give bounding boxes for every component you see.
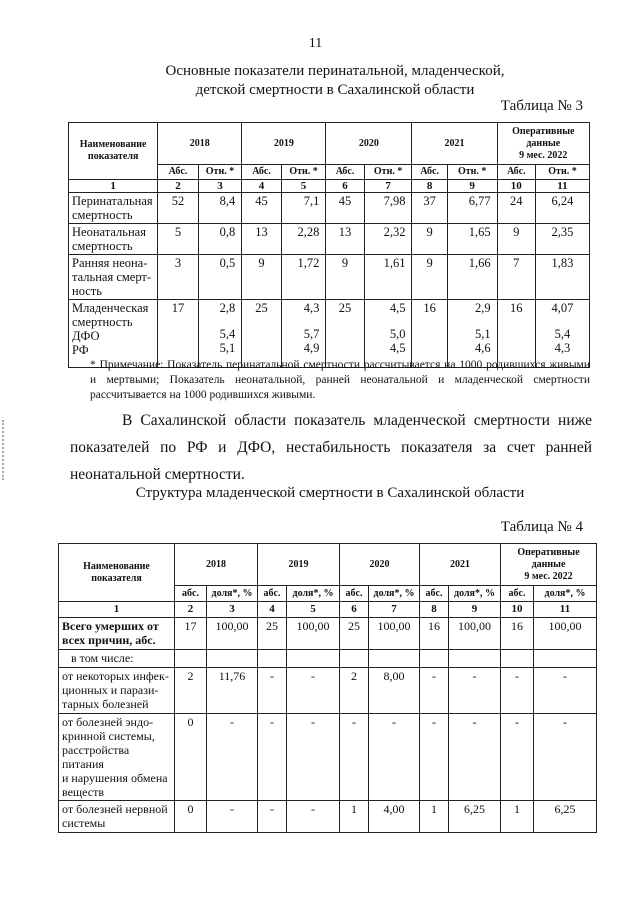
- t4-row-name-line: от некоторых инфек-: [62, 669, 169, 683]
- table-row: [59, 668, 597, 714]
- t4-sub-abs: абс.: [420, 586, 449, 602]
- t4-sub-share: доля*, %: [534, 586, 597, 602]
- t4-cell: 6,25: [449, 801, 501, 833]
- t4-row-name-line: системы: [62, 816, 106, 830]
- t3-rf-value: 4,5: [389, 341, 406, 355]
- t4-cell: -: [501, 714, 534, 801]
- t3-cell: 1,61: [364, 255, 412, 300]
- t3-sub-abs: Абс.: [412, 165, 447, 180]
- t4-header-year: 2019: [258, 544, 340, 586]
- t3-cell: 1,83: [535, 255, 589, 300]
- table-row: [59, 801, 597, 833]
- page-number: 11: [308, 36, 323, 51]
- section-subtitle: Структура младенческой смертности в Сахалинской области: [135, 485, 525, 501]
- t3-cell: 13: [326, 224, 364, 255]
- t4-row-name: [59, 668, 175, 714]
- t4-cell: 16: [501, 618, 534, 650]
- t4-cell: -: [340, 714, 369, 801]
- t4-sub-abs: абс.: [258, 586, 287, 602]
- body-paragraph: [70, 407, 592, 488]
- table-row: [59, 618, 597, 650]
- t4-cell: 100,00: [287, 618, 340, 650]
- t3-row-name-line: Неонатальная: [72, 225, 146, 239]
- t3-cell: 0,8: [198, 224, 242, 255]
- scan-margin-marks: [2, 420, 8, 480]
- t4-row-name-line: от болезней нервной: [62, 802, 168, 816]
- t3-row-name: [69, 193, 158, 224]
- t4-cell: -: [207, 714, 258, 801]
- t4-cell: 100,00: [207, 618, 258, 650]
- t4-sub-abs: абс.: [175, 586, 207, 602]
- t3-header-operative: [497, 123, 589, 165]
- t4-cell: 17: [175, 618, 207, 650]
- t3-oper-line3: 9 мес. 2022: [519, 149, 568, 161]
- t4-cell: -: [534, 714, 597, 801]
- t3-sub-abs: Абс.: [497, 165, 535, 180]
- t3-dfo-value: 5,0: [389, 327, 406, 341]
- t4-cell: 0: [175, 714, 207, 801]
- t3-dfo-value: 5,7: [303, 327, 320, 341]
- t4-cell: 25: [258, 618, 287, 650]
- t4-index-cell: 8: [420, 602, 449, 618]
- t3-rf-value: 4,3: [554, 341, 571, 355]
- t4-row-name: [59, 801, 175, 833]
- t4-sub-share: доля*, %: [449, 586, 501, 602]
- t4-row-name: [59, 618, 175, 650]
- t3-index-cell: 10: [497, 180, 535, 193]
- t3-cell: 6,77: [447, 193, 497, 224]
- t4-cell: 100,00: [369, 618, 420, 650]
- t4-row-name-line: ционных и парази-: [62, 683, 159, 697]
- t4-cell: 0: [175, 801, 207, 833]
- t4-header-name: Наименование показателя: [59, 544, 175, 602]
- t3-header-year: 2019: [242, 123, 326, 165]
- t3-value: 2,8: [219, 301, 236, 315]
- t4-cell: -: [258, 714, 287, 801]
- t3-row-name-line: смертность: [72, 208, 133, 222]
- t4-cell: [501, 650, 534, 668]
- t4-row-name-line: расстройства питания: [62, 743, 130, 771]
- t4-cell: [207, 650, 258, 668]
- t3-sub-label: ДФО: [72, 329, 100, 343]
- t3-cell: 7: [497, 255, 535, 300]
- t4-cell: 1: [501, 801, 534, 833]
- t3-oper-line1: Оперативные: [512, 125, 575, 137]
- t4-cell: 100,00: [534, 618, 597, 650]
- t4-cell: -: [420, 714, 449, 801]
- t3-sub-otn: Отн. *: [364, 165, 412, 180]
- t4-cell: -: [258, 668, 287, 714]
- t3-index-cell: 11: [535, 180, 589, 193]
- t4-cell: [534, 650, 597, 668]
- t4-row-name-line: всех причин, абс.: [62, 633, 156, 647]
- t4-header-operative: [501, 544, 597, 586]
- t3-cell: 1,65: [447, 224, 497, 255]
- t4-row-name: [59, 650, 175, 668]
- t4-index-cell: 4: [258, 602, 287, 618]
- t4-cell: -: [287, 714, 340, 801]
- t3-cell: 45: [242, 193, 281, 224]
- t3-index-row: [69, 180, 590, 193]
- t4-cell: [340, 650, 369, 668]
- t3-cell: 9: [412, 255, 447, 300]
- t3-cell: 9: [242, 255, 281, 300]
- t3-cell: 13: [242, 224, 281, 255]
- t4-cell: -: [287, 668, 340, 714]
- t3-cell: 37: [412, 193, 447, 224]
- t3-cell: 25: [242, 300, 281, 368]
- t3-index-cell: 2: [158, 180, 198, 193]
- t4-index-cell: 9: [449, 602, 501, 618]
- t3-value: 4,3: [303, 301, 320, 315]
- t3-sub-abs: Абс.: [158, 165, 198, 180]
- t4-cell: [420, 650, 449, 668]
- body-paragraph-text: В Сахалинской области показатель младенческой смертности ниже показателей по РФ и ДФО, нестабильность показателя за счет ранней неонатальной смертности.: [70, 412, 592, 483]
- t4-row-name-line: Всего умерших от: [62, 619, 159, 633]
- t3-index-cell: 5: [281, 180, 326, 193]
- t4-index-cell: 3: [207, 602, 258, 618]
- t3-cell: 1,72: [281, 255, 326, 300]
- t3-row-name-line: тальная смерт-: [72, 270, 152, 284]
- t3-rf-value: 4,6: [474, 341, 491, 355]
- t3-cell: 24: [497, 193, 535, 224]
- t4-cell: 11,76: [207, 668, 258, 714]
- t3-value: 2,9: [474, 301, 491, 315]
- t4-cell: 100,00: [449, 618, 501, 650]
- t3-row-name-line: Перинатальная: [72, 194, 153, 208]
- t3-cell: 9: [497, 224, 535, 255]
- t4-oper-line2: данные: [531, 558, 566, 570]
- table-row: [69, 193, 590, 224]
- t4-cell: 1: [340, 801, 369, 833]
- t4-oper-line3: 9 мес. 2022: [524, 570, 573, 582]
- t4-cell: -: [449, 668, 501, 714]
- t3-row-name: [69, 224, 158, 255]
- t4-cell: [258, 650, 287, 668]
- t3-row-name-line: ность: [72, 284, 102, 298]
- t3-cell: 0,5: [198, 255, 242, 300]
- t3-index-cell: 1: [69, 180, 158, 193]
- t4-cell: 8,00: [369, 668, 420, 714]
- t3-sub-otn: Отн. *: [447, 165, 497, 180]
- t3-cell: 2,32: [364, 224, 412, 255]
- t4-header-year: 2018: [175, 544, 258, 586]
- t4-cell: 1: [420, 801, 449, 833]
- t3-cell: 1,66: [447, 255, 497, 300]
- t4-cell: [449, 650, 501, 668]
- t4-row-name-line: веществ: [62, 785, 105, 799]
- t3-cell: 8,4: [198, 193, 242, 224]
- t3-value: 4,07: [551, 301, 574, 315]
- t4-row-name: [59, 714, 175, 801]
- t3-cell: 3: [158, 255, 198, 300]
- t3-row-name-line: смертность: [72, 315, 133, 329]
- table-row: [59, 650, 597, 668]
- t4-cell: 6,25: [534, 801, 597, 833]
- t3-header-year: 2018: [158, 123, 242, 165]
- t3-sub-abs: Абс.: [242, 165, 281, 180]
- t4-oper-line1: Оперативные: [517, 546, 580, 558]
- t3-cell: 7,98: [364, 193, 412, 224]
- t4-cell: -: [534, 668, 597, 714]
- t4-row-name-line: от болезней эндо-: [62, 715, 154, 729]
- t3-row-name-line: Младенческая: [72, 301, 149, 315]
- table-row: [59, 714, 597, 801]
- t4-cell: -: [420, 668, 449, 714]
- page-title-line1: Основные показатели перинатальной, младенческой,: [165, 63, 505, 79]
- t4-index-cell: 7: [369, 602, 420, 618]
- t3-cell: 17: [158, 300, 198, 368]
- t4-row-name-line: в том числе:: [71, 651, 134, 665]
- t3-cell: 7,1: [281, 193, 326, 224]
- mortality-indicators-table: [68, 122, 590, 368]
- infant-mortality-structure-table: [58, 543, 597, 833]
- t3-sub-label: РФ: [72, 343, 89, 357]
- page-title: [100, 62, 570, 100]
- t4-row-name-line: тарных болезней: [62, 697, 149, 711]
- t4-cell: 16: [420, 618, 449, 650]
- table4-label: Таблица № 4: [500, 519, 583, 535]
- t4-row-name-line: кринной системы,: [62, 729, 155, 743]
- t4-sub-share: доля*, %: [287, 586, 340, 602]
- t4-cell: [175, 650, 207, 668]
- t3-index-cell: 8: [412, 180, 447, 193]
- t3-cell: 6,24: [535, 193, 589, 224]
- t4-cell: -: [258, 801, 287, 833]
- t4-cell: -: [449, 714, 501, 801]
- t4-cell: 2: [175, 668, 207, 714]
- t4-cell: -: [501, 668, 534, 714]
- t3-header-name: Наименование показателя: [69, 123, 158, 180]
- t3-row-name-line: смертность: [72, 239, 133, 253]
- t4-cell: -: [369, 714, 420, 801]
- t3-dfo-value: 5,4: [219, 327, 236, 341]
- t4-index-cell: 11: [534, 602, 597, 618]
- t3-index-cell: 7: [364, 180, 412, 193]
- t3-header-year: 2020: [326, 123, 412, 165]
- t3-cell: 52: [158, 193, 198, 224]
- t4-cell: 25: [340, 618, 369, 650]
- t4-cell: 2: [340, 668, 369, 714]
- t3-sub-otn: Отн. *: [535, 165, 589, 180]
- t4-cell: 4,00: [369, 801, 420, 833]
- t3-cell: 9: [412, 224, 447, 255]
- t4-index-cell: 1: [59, 602, 175, 618]
- t3-cell: 25: [326, 300, 364, 368]
- t3-sub-otn: Отн. *: [281, 165, 326, 180]
- t3-sub-otn: Отн. *: [198, 165, 242, 180]
- t3-cell: 2,28: [281, 224, 326, 255]
- t3-index-cell: 4: [242, 180, 281, 193]
- t3-cell: 16: [497, 300, 535, 368]
- t3-sub-abs: Абс.: [326, 165, 364, 180]
- t3-dfo-value: 5,4: [554, 327, 571, 341]
- page-title-line2: детской смертности в Сахалинской области: [195, 82, 475, 98]
- t3-index-cell: 9: [447, 180, 497, 193]
- table-row: [69, 255, 590, 300]
- t4-cell: [287, 650, 340, 668]
- t4-sub-abs: абс.: [501, 586, 534, 602]
- t3-cell: 9: [326, 255, 364, 300]
- t3-dfo-value: 5,1: [474, 327, 491, 341]
- t4-cell: -: [287, 801, 340, 833]
- t4-cell: -: [207, 801, 258, 833]
- t3-row-name: [69, 255, 158, 300]
- t3-index-cell: 6: [326, 180, 364, 193]
- t4-cell: [369, 650, 420, 668]
- t3-cell: 5: [158, 224, 198, 255]
- t4-row-name-line: и нарушения обмена: [62, 771, 168, 785]
- t3-value: 4,5: [389, 301, 406, 315]
- t3-cell: 16: [412, 300, 447, 368]
- t4-index-cell: 2: [175, 602, 207, 618]
- t3-rf-value: 5,1: [219, 341, 236, 355]
- t4-index-cell: 6: [340, 602, 369, 618]
- t4-index-row: [59, 602, 597, 618]
- t4-sub-share: доля*, %: [369, 586, 420, 602]
- t3-header-year: 2021: [412, 123, 497, 165]
- t3-row-name-line: Ранняя неона-: [72, 256, 148, 270]
- t3-oper-line2: данные: [526, 137, 561, 149]
- table3-label: Таблица № 3: [500, 98, 583, 114]
- t4-header-year: 2021: [420, 544, 501, 586]
- t4-sub-abs: абс.: [340, 586, 369, 602]
- t4-sub-share: доля*, %: [207, 586, 258, 602]
- t4-index-cell: 5: [287, 602, 340, 618]
- t4-index-cell: 10: [501, 602, 534, 618]
- t3-cell: 45: [326, 193, 364, 224]
- table3-footnote: * Примечание: Показатель перинатальной смертности рассчитывается на 1000 родившихся живыми и мертвыми; Показатель неонатальной, ранней неонатальной и младенческой смертности рассчитывается на 1000 родившихся живыми.: [90, 359, 590, 401]
- table-row: [69, 224, 590, 255]
- t3-cell: 2,35: [535, 224, 589, 255]
- t4-header-year: 2020: [340, 544, 420, 586]
- t3-rf-value: 4,9: [303, 341, 320, 355]
- t3-index-cell: 3: [198, 180, 242, 193]
